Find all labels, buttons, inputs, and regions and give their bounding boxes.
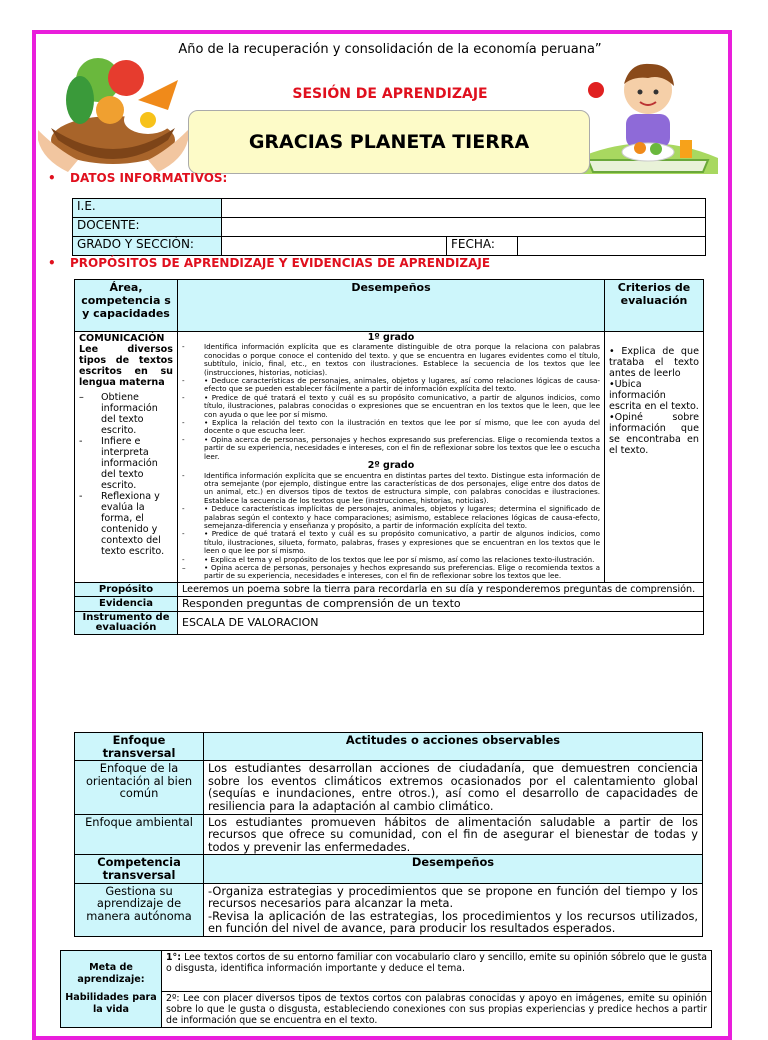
grado-value[interactable] bbox=[222, 237, 447, 256]
enfoque-text: Los estudiantes desarrollan acciones de ciudadanía, que demuestren conciencia sobre los eventos climáticos extremos ocasionados por el calentamiento global (sequías e inundaciones, entre otros.), así como el desarrollo de capacidades de resiliencia para la adaptación al cambio climático. bbox=[204, 761, 703, 814]
instrumento-label: Instrumento de evaluación bbox=[75, 612, 178, 635]
instrumento-text: ESCALA DE VALORACION bbox=[178, 612, 704, 635]
desempeno-item: - • Explica la relación del texto con la ilustración en textos que lee por sí mismo, que lee con ayuda del docente o que escucha leer. bbox=[182, 418, 600, 436]
desempeno-item: - • Predice de qué tratará el texto y cuál es su propósito comunicativo, a partir de algunos indicios, como título, ilustraciones, palabras conocidas o expresiones que se encuentran en los textos que le leen, que lee con ayuda o que lee por sí mismo. bbox=[182, 392, 600, 419]
capacidad-item: - Infiere e interpreta información del texto escrito. bbox=[79, 436, 158, 491]
bullet-icon: • bbox=[48, 171, 56, 185]
datos-heading bbox=[48, 171, 227, 185]
propositos-heading bbox=[48, 256, 490, 270]
desempeno-item: - • Opina acerca de personas, personajes y hechos expresando sus preferencias. Elige o recomienda textos a partir de su experiencia, necesidades e intereses, con el fin de reflexionar sobre los textos que lee o escucha leer. bbox=[182, 434, 600, 461]
desempeno-item: – • Opina acerca de personas, personajes y hechos expresando sus preferencias. Elige o recomienda textos a partir de su experiencia, necesidades e intereses, con el fin de reflexionar sobre los textos que lee. bbox=[182, 562, 600, 581]
proposito-label: Propósito bbox=[75, 582, 178, 596]
criterio-item: •Opiné sobre información que se encontraba en el texto. bbox=[609, 412, 699, 456]
col-criterios: Criterios de evaluación bbox=[605, 280, 704, 332]
motto-text: Año de la recuperación y consolidación de la economía peruana” bbox=[178, 42, 602, 57]
food-bowl-illustration bbox=[38, 40, 188, 172]
evidencia-text: Responden preguntas de comprensión de un texto bbox=[178, 596, 704, 612]
desempeno-item: - • Deduce características de personajes, animales, objetos y lugares, así como relaciones lógicas de causa-efecto que se pueden establecer fácilmente a partir de información explícita del texto. bbox=[182, 376, 600, 394]
evidencia-label: Evidencia bbox=[75, 596, 178, 612]
propositos-table bbox=[74, 279, 704, 635]
meta-table bbox=[60, 950, 712, 1028]
competencia-text: Lee diversos tipos de textos escritos en su lengua materna bbox=[79, 344, 173, 388]
grado-label: GRADO Y SECCIÓN: bbox=[73, 237, 222, 256]
meta-item-1-text: Lee textos cortos de su entorno familiar con vocabulario claro y sencillo, emite su opinión sóbrelo que le gusta o disgusta, identifica información importante y deduce el tema. bbox=[166, 952, 707, 974]
enfoque-text: Los estudiantes promueven hábitos de alimentación saludable a partir de los recursos que ofrece su comunidad, con el fin de asegurar el bienestar de todas y todos y prevenir las enfermedades. bbox=[204, 814, 703, 855]
docente-label: DOCENTE: bbox=[73, 218, 222, 237]
area-cell bbox=[75, 332, 178, 583]
criterios-cell bbox=[605, 332, 704, 583]
meta-label-cell bbox=[61, 951, 162, 1028]
meta-item-1 bbox=[162, 951, 712, 992]
propositos-heading-text: PROPÓSITOS DE APRENDIZAJE Y EVIDENCIAS DE APRENDIZAJE bbox=[70, 256, 491, 270]
proposito-text: Leeremos un poema sobre la tierra para recordarla en su día y responderemos preguntas de comprensión. bbox=[178, 582, 704, 596]
col-competencia: Competencia transversal bbox=[75, 855, 204, 883]
col-desempenos: Desempeños bbox=[178, 280, 605, 332]
session-label: SESIÓN DE APRENDIZAJE bbox=[292, 86, 488, 102]
title-box bbox=[188, 110, 590, 174]
docente-value[interactable] bbox=[222, 218, 706, 237]
desempenos-cell bbox=[178, 332, 605, 583]
desempeno-item: - • Explica el tema y el propósito de los textos que lee por sí mismo, así como las relaciones texto-ilustración. bbox=[182, 554, 595, 564]
criterio-item: • Explica de que trataba el texto antes de leerlo bbox=[609, 346, 699, 379]
competencia-name: Gestiona su aprendizaje de manera autónoma bbox=[75, 883, 204, 936]
desempeno-item: - • Deduce características implícitas de personajes, animales, objetos y lugares; determina el significado de palabras según el contexto y hace comparaciones; asimismo, establece relaciones lógicas de causa-efecto, semejanza-diferencia y enseñanza y propósito, a partir de información explícita del texto. bbox=[182, 504, 600, 530]
competencia-line: -Organiza estrategias y procedimientos que se propone en función del tiempo y los recursos necesarios para alcanzar la meta. bbox=[208, 883, 698, 911]
col-enfoque: Enfoque transversal bbox=[75, 733, 204, 761]
meta-item-1-prefix: 1°: bbox=[166, 952, 181, 963]
datos-heading-text: DATOS INFORMATIVOS: bbox=[70, 171, 228, 185]
desempeno-item: - Identifica información explícita que es claramente distinguible de otra porque la relaciona con palabras conocidas o porque conoce el contenido del texto. y que se encuentra en lugares evidentes como el título, subtítulo, inicio, final, etc., en textos con ilustraciones. Establece la secuencia de los textos que lee (instrucciones, historias, noticias). bbox=[182, 342, 600, 377]
session-title: GRACIAS PLANETA TIERRA bbox=[248, 131, 530, 153]
datos-table bbox=[72, 198, 706, 256]
desempeno-item: - • Predice de qué tratará el texto y cuál es su propósito comunicativo, a partir de algunos indicios, como título, ilustraciones, silueta, formato, palabras, frases y expresiones que se encuentran en los textos que le leen o que lee por sí mismo. bbox=[182, 529, 600, 556]
area-title: COMUNICACIÓN bbox=[79, 333, 165, 344]
enfoque-name: Enfoque de la orientación al bien común bbox=[75, 761, 204, 814]
enfoques-table bbox=[74, 732, 703, 937]
boy-eating-illustration bbox=[578, 48, 718, 174]
desempeno-item: - Identifica información explícita que se encuentra en distintas partes del texto. Distingue esta información de otra semejante (por ejemplo, distingue entre las características de dos personajes, elige entre dos datos de un animal, etc.) en diversos tipos de textos de estructura simple, con palabras conocidas e ilustraciones. Establece la secuencia de los textos que lee (instrucciones, historias, noticias). bbox=[182, 470, 600, 505]
ie-label: I.E. bbox=[73, 199, 222, 218]
col-actitudes: Actitudes o acciones observables bbox=[204, 733, 703, 761]
ie-value[interactable] bbox=[222, 199, 706, 218]
criterio-item: •Ubica información escrita en el texto. bbox=[609, 379, 699, 412]
bullet-icon: • bbox=[48, 256, 56, 270]
fecha-label: FECHA: bbox=[447, 237, 518, 256]
enfoque-name: Enfoque ambiental bbox=[75, 814, 204, 855]
capacidad-item: - Reflexiona y evalúa la forma, el contenido y contexto del texto escrito. bbox=[79, 491, 165, 557]
meta-item-2 bbox=[162, 992, 712, 1028]
habilidades-label: Habilidades para la vida bbox=[65, 992, 157, 1015]
grade2-title: 2º grado bbox=[367, 460, 415, 472]
meta-label: Meta de aprendizaje: bbox=[77, 962, 145, 985]
capacidad-item: – Obtiene información del texto escrito. bbox=[79, 392, 158, 436]
competencia-desempenos bbox=[204, 883, 703, 936]
meta-item-2-prefix: 2º: bbox=[166, 993, 180, 1004]
meta-item-2-text: Lee con placer diversos tipos de textos cortos con palabras conocidas y apoyo en imágenes, emite su opinión sobre lo que le gusta o disgusta, estableciendo conexiones con sus propias experiencias y predice hechos a partir de información que se encuentra en el texto. bbox=[166, 993, 707, 1026]
fecha-value[interactable] bbox=[518, 237, 706, 256]
col-area: Área, competencia s y capacidades bbox=[75, 280, 178, 332]
grade1-title: 1º grado bbox=[367, 332, 415, 343]
competencia-line: -Revisa la aplicación de las estrategias, los procedimientos y los recursos utilizados, en función del nivel de avance, para producir los resultados esperados. bbox=[208, 908, 698, 936]
col-desempenos-transversal: Desempeños bbox=[204, 855, 703, 883]
